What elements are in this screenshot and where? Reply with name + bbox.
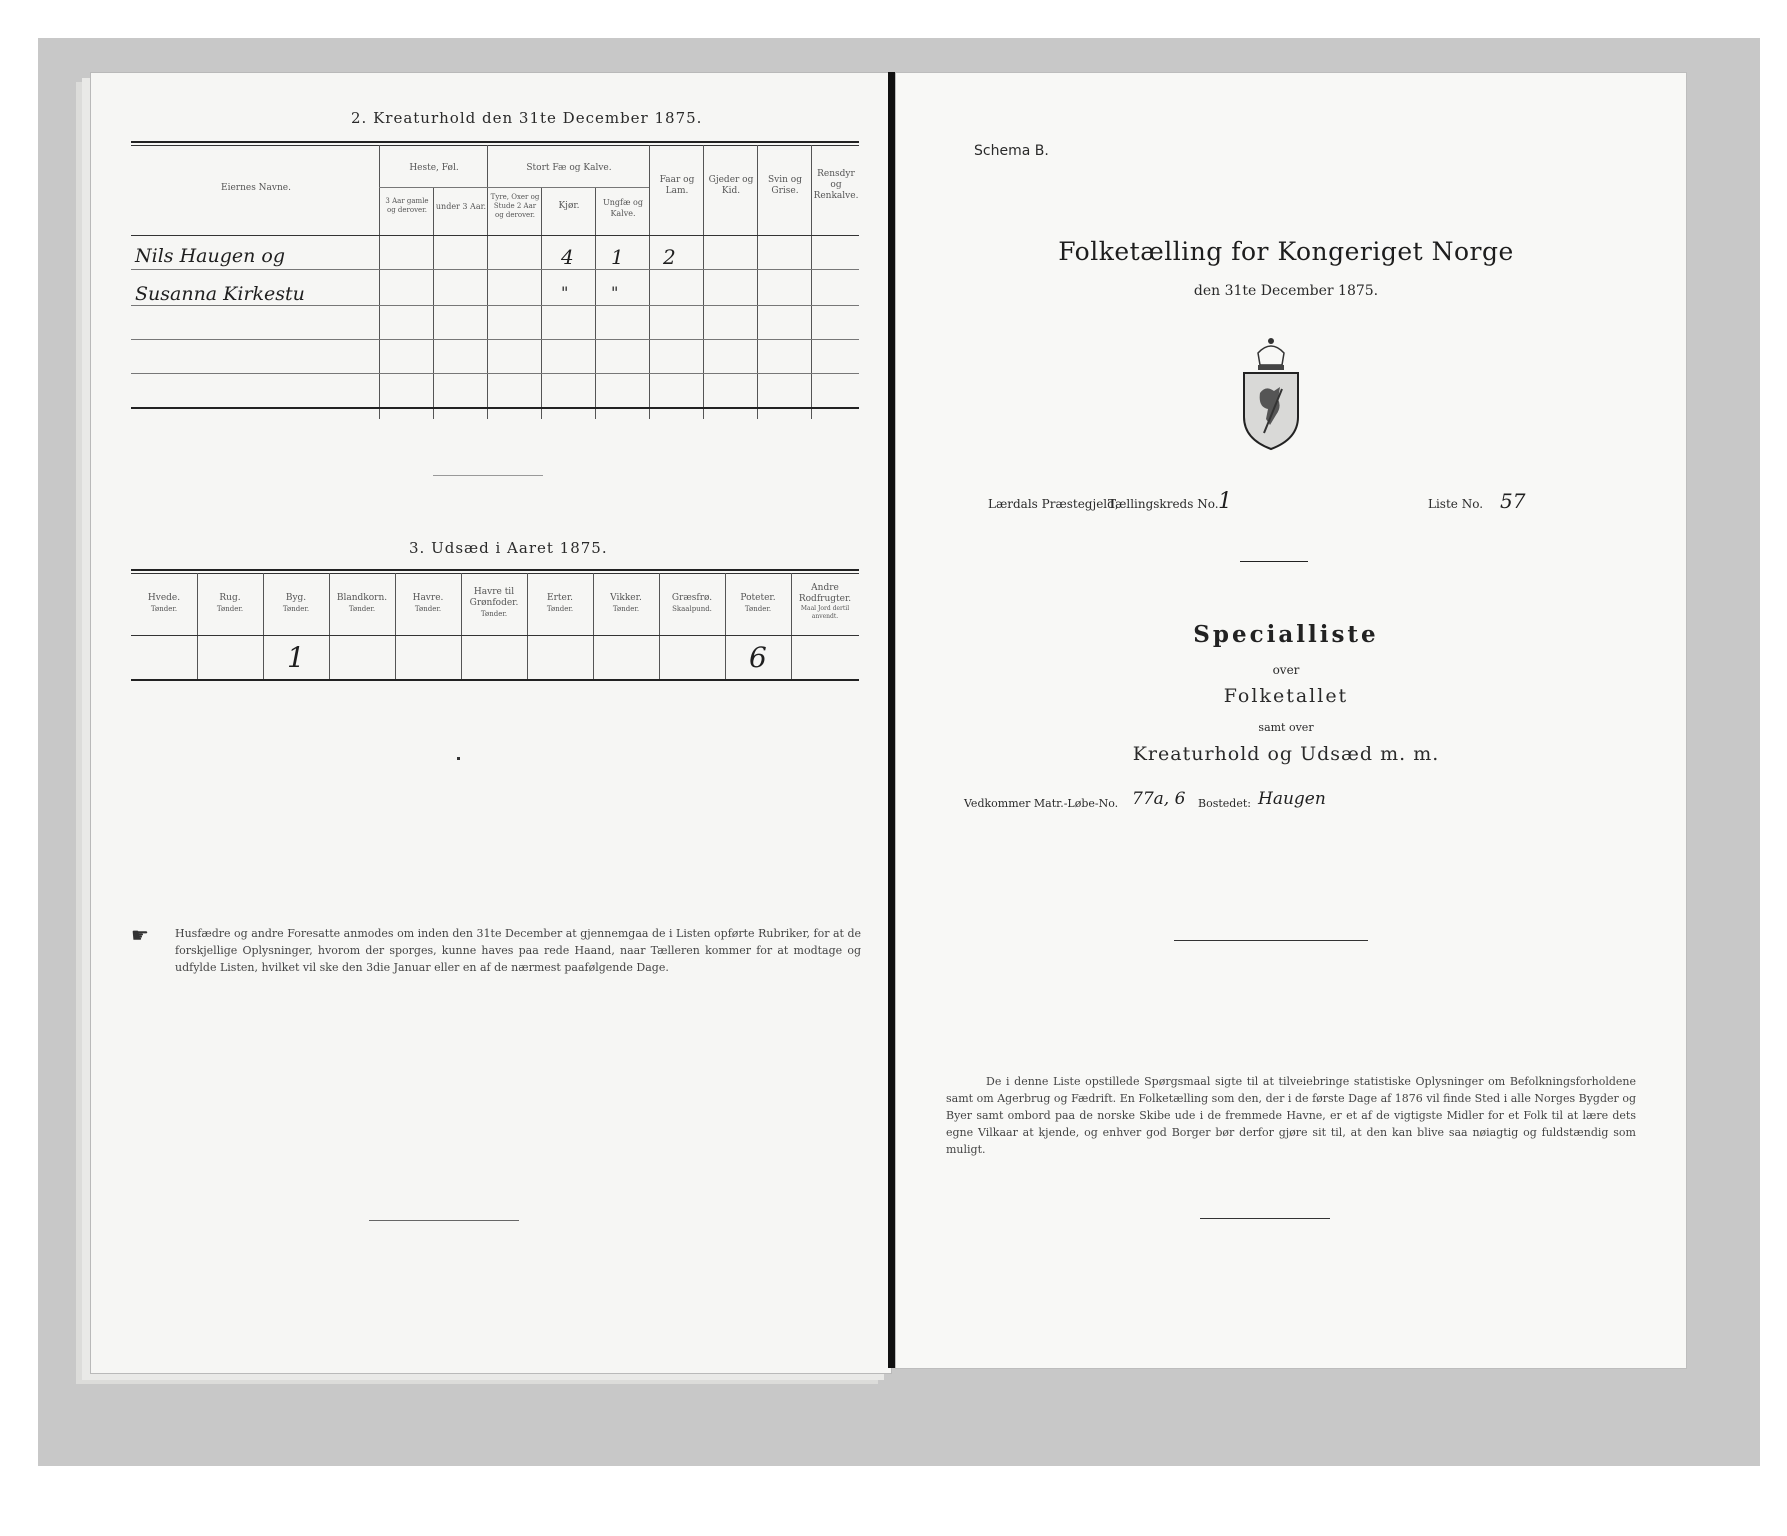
explanatory-paragraph: De i denne Liste opstillede Spørgsmaal sigte til at tilveiebringe statistiske Oplysninger om Befolkningsforholdene samt om Agerbrug og Fædrift. En Folketælling som den, der i de første Dage af 1876 vil finde Sted i alle Norges Bygder og Byer samt ombord paa de norske Skibe ude i de fremmede Havne, er et af de vigtigste Midler for et Folk til at lære dets egne Vilkaar at kjende, og enhver god Borger bør derfor gjøre sit til, at den kan blive saa nøiagtig og fuldstændig som muligt. — [946, 1075, 1636, 1156]
divider-rule — [369, 1220, 519, 1221]
table3-col-divider — [197, 573, 198, 681]
table2-col-divider — [541, 187, 542, 419]
table3-col-divider — [527, 573, 528, 681]
book-spine — [888, 72, 895, 1368]
table2-header-owner: Eiernes Navne. — [221, 183, 291, 193]
table2-col-divider — [703, 145, 704, 419]
table2-row-rule — [131, 373, 859, 374]
byg-value-handwritten: 1 — [287, 641, 305, 674]
owner-name-handwritten: Susanna Kirkestu — [135, 283, 305, 305]
notice-text: Husfædre og andre Foresatte anmodes om inden den 31te December at gjennemgaa de i Listen opførte Rubriker, for at de forskjellige Oplysninger, hvorom der sporges, kunne haves paa rede Haand, naar Tælleren kommer for at modtage og udfylde Listen, hvilket vil ske den 3die Januar eller en af de nærmest paafølgende Dage. — [175, 927, 861, 974]
table3-header: Hvede. Tønder. — [147, 593, 181, 613]
table2-subheader: Ungfæ og Kalve. — [603, 198, 643, 218]
section3-title: 3. Udsæd i Aaret 1875. — [409, 539, 608, 557]
table2-header-bottom-rule — [131, 235, 859, 236]
table2-col-divider — [433, 187, 434, 419]
liste-label: Liste No. — [1428, 497, 1484, 511]
table3-header: Byg. Tønder. — [282, 593, 310, 613]
table2-col-divider — [649, 145, 650, 419]
table2-bottom-rule — [131, 407, 859, 409]
divider-rule — [1174, 940, 1368, 941]
table3-header: Græsfrø. Skaalpund. — [671, 593, 713, 613]
specialliste-title: Specialliste — [1193, 621, 1379, 648]
table3-header: Vikker. Tønder. — [610, 593, 642, 613]
owner-name-handwritten: Nils Haugen og — [135, 245, 285, 267]
table2-subheader: under 3 Aar. — [435, 202, 487, 211]
over-text: over — [1272, 663, 1300, 677]
table3-col-divider — [395, 573, 396, 681]
ditto-mark: " — [561, 283, 569, 302]
table2-subheader: Kjør. — [558, 201, 580, 211]
table3-header-bottom-rule — [131, 635, 859, 636]
table2-row-rule — [131, 339, 859, 340]
table3-col-divider — [659, 573, 660, 681]
table3-header: Havre. Tønder. — [412, 593, 444, 613]
table2-top-rule-2 — [131, 145, 859, 146]
prestegjeld-label: Lærdals Præstegjeld, — [988, 497, 1119, 511]
table2-col-divider — [811, 145, 812, 419]
krets-label: Tællingskreds No. — [1108, 497, 1219, 511]
liste-value-handwritten: 57 — [1500, 489, 1526, 513]
table3-top-rule — [131, 569, 859, 571]
table2-row-rule — [131, 305, 859, 306]
table2-col-divider — [595, 187, 596, 419]
table3-header: Rug. Tønder. — [216, 593, 244, 613]
table2-header-gjeder: Gjeder og Kid. — [708, 175, 754, 196]
table2-subheader-rule — [379, 187, 649, 188]
table2-subheader: 3 Aar gamle og derover. — [385, 197, 429, 214]
ink-dot — [457, 757, 460, 760]
table2-header-svin: Svin og Grise. — [768, 175, 802, 196]
table3-header: Havre til Grønfoder. Tønder. — [469, 587, 519, 618]
table2-row-rule — [131, 269, 859, 270]
matr-value-handwritten: 77a, 6 — [1132, 789, 1186, 809]
folketallet-text: Folketallet — [1223, 685, 1349, 707]
table2-col-divider — [757, 145, 758, 419]
table3-header: Poteter. Tønder. — [740, 593, 776, 613]
table3-header: Andre Rodfrugter. Maal Jord dertil anvendt. — [798, 583, 852, 620]
norway-coat-of-arms-icon — [1236, 335, 1306, 453]
krets-value-handwritten: 1 — [1218, 489, 1232, 514]
right-page — [895, 72, 1687, 1369]
census-date: den 31te December 1875. — [1193, 283, 1379, 299]
table2-header-fae: Stort Fæ og Kalve. — [526, 163, 612, 173]
count-handwritten: 2 — [663, 245, 676, 269]
count-handwritten: 1 — [611, 245, 624, 269]
kreaturhold-title: Kreaturhold og Udsæd m. m. — [1132, 743, 1440, 765]
table3-col-divider — [329, 573, 330, 681]
table3-header: Erter. Tønder. — [546, 593, 574, 613]
table3-col-divider — [593, 573, 594, 681]
table2-header-faar: Faar og Lam. — [659, 175, 695, 196]
table2-header-rensdyr: Rensdyr og Renkalve. — [813, 169, 859, 201]
table3-header: Blandkorn. Tønder. — [336, 593, 388, 613]
divider-rule — [1240, 561, 1308, 562]
left-page — [90, 72, 892, 1374]
divider-rule — [1200, 1218, 1330, 1219]
table3-bottom-rule — [131, 679, 859, 681]
schema-label: Schema B. — [974, 143, 1049, 159]
main-title: Folketælling for Kongeriget Norge — [1058, 237, 1514, 266]
samt-over-text: samt over — [1258, 721, 1314, 734]
pointing-hand-icon: ☛ — [131, 923, 149, 947]
table3-top-rule-2 — [131, 573, 859, 574]
count-handwritten: 4 — [561, 245, 574, 269]
bosted-label: Bostedet: — [1198, 797, 1251, 810]
ditto-mark: " — [611, 283, 619, 302]
matr-label: Vedkommer Matr.-Løbe-No. — [964, 797, 1119, 810]
table2-top-rule — [131, 141, 859, 143]
poteter-value-handwritten: 6 — [749, 641, 767, 674]
table2-header-heste: Heste, Føl. — [409, 163, 459, 173]
divider-rule — [433, 475, 543, 476]
table3-col-divider — [263, 573, 264, 681]
table3-col-divider — [725, 573, 726, 681]
bosted-value-handwritten: Haugen — [1258, 789, 1326, 809]
section2-title: 2. Kreaturhold den 31te December 1875. — [351, 109, 703, 127]
table2-subheader: Tyre, Oxer og Stude 2 Aar og derover. — [490, 193, 540, 219]
